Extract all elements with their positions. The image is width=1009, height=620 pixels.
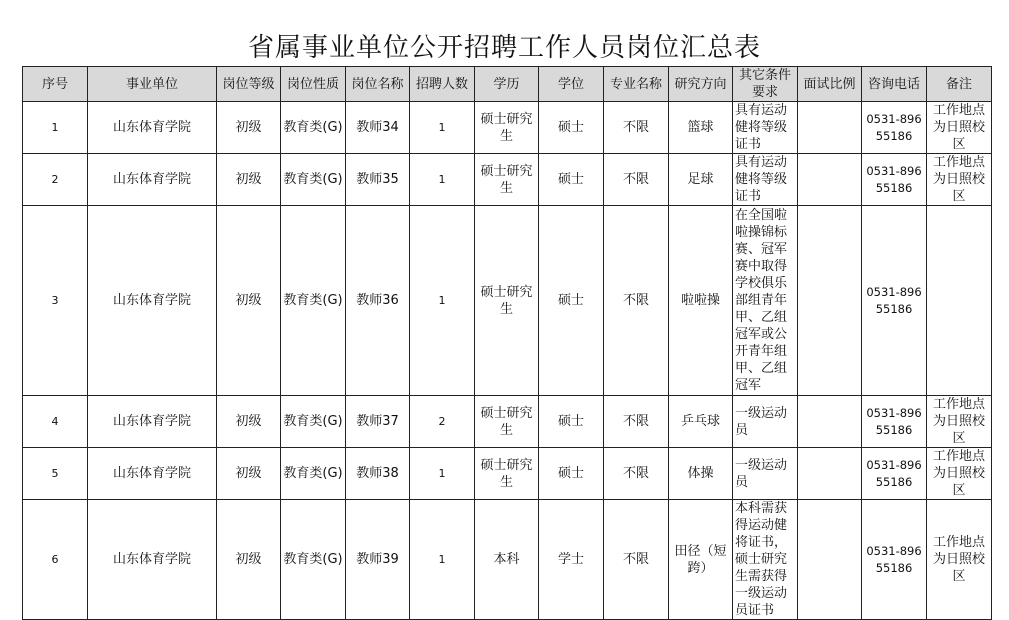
cell-count: 1 [410, 206, 475, 396]
cell-degree: 学士 [539, 500, 604, 620]
cell-count: 2 [410, 396, 475, 448]
cell-unit: 山东体育学院 [88, 206, 217, 396]
cell-phone: 0531-89655186 [862, 154, 927, 206]
cell-level: 初级 [217, 448, 281, 500]
cell-post: 教师36 [346, 206, 410, 396]
header-cell: 专业名称 [604, 67, 669, 102]
cell-direction: 体操 [669, 448, 733, 500]
cell-major: 不限 [604, 396, 669, 448]
cell-degree: 硕士 [539, 102, 604, 154]
cell-degree: 硕士 [539, 448, 604, 500]
header-cell: 其它条件要求 [733, 67, 798, 102]
cell-no: 3 [23, 206, 88, 396]
header-cell: 咨询电话 [862, 67, 927, 102]
cell-direction: 啦啦操 [669, 206, 733, 396]
header-cell: 招聘人数 [410, 67, 475, 102]
cell-direction: 乒乓球 [669, 396, 733, 448]
cell-nature: 教育类(G) [281, 206, 346, 396]
cell-nature: 教育类(G) [281, 102, 346, 154]
cell-unit: 山东体育学院 [88, 154, 217, 206]
cell-major: 不限 [604, 206, 669, 396]
cell-post: 教师38 [346, 448, 410, 500]
cell-post: 教师34 [346, 102, 410, 154]
table-row [23, 102, 992, 154]
cell-count: 1 [410, 448, 475, 500]
table-row [23, 206, 992, 396]
cell-edu: 本科 [475, 500, 539, 620]
cell-ratio [798, 448, 862, 500]
cell-level: 初级 [217, 206, 281, 396]
cell-no: 5 [23, 448, 88, 500]
cell-ratio [798, 154, 862, 206]
cell-nature: 教育类(G) [281, 154, 346, 206]
cell-unit: 山东体育学院 [88, 102, 217, 154]
table-row [23, 396, 992, 448]
cell-other: 具有运动健将等级证书 [733, 102, 798, 154]
cell-direction: 田径（短跨） [669, 500, 733, 620]
cell-other: 一级运动员 [733, 448, 798, 500]
cell-post: 教师35 [346, 154, 410, 206]
cell-nature: 教育类(G) [281, 448, 346, 500]
cell-count: 1 [410, 154, 475, 206]
cell-note: 工作地点为日照校区 [927, 396, 992, 448]
header-cell: 岗位性质 [281, 67, 346, 102]
cell-level: 初级 [217, 396, 281, 448]
cell-unit: 山东体育学院 [88, 500, 217, 620]
header-cell: 学历 [475, 67, 539, 102]
cell-direction: 篮球 [669, 102, 733, 154]
cell-major: 不限 [604, 448, 669, 500]
cell-post: 教师39 [346, 500, 410, 620]
cell-ratio [798, 500, 862, 620]
cell-nature: 教育类(G) [281, 500, 346, 620]
cell-note: 工作地点为日照校区 [927, 102, 992, 154]
cell-edu: 硕士研究生 [475, 396, 539, 448]
cell-other: 在全国啦啦操锦标赛、冠军赛中取得学校俱乐部组青年甲、乙组冠军或公开青年组甲、乙组冠军 [733, 206, 798, 396]
cell-count: 1 [410, 500, 475, 620]
cell-other: 具有运动健将等级证书 [733, 154, 798, 206]
cell-note: 工作地点为日照校区 [927, 154, 992, 206]
header-cell: 事业单位 [88, 67, 217, 102]
page-title: 省属事业单位公开招聘工作人员岗位汇总表 [247, 33, 761, 63]
header-cell: 序号 [23, 67, 88, 102]
table-row [23, 500, 992, 620]
cell-phone: 0531-89655186 [862, 500, 927, 620]
cell-ratio [798, 206, 862, 396]
cell-ratio [798, 102, 862, 154]
cell-post: 教师37 [346, 396, 410, 448]
header-cell: 学位 [539, 67, 604, 102]
cell-phone: 0531-89655186 [862, 448, 927, 500]
cell-major: 不限 [604, 154, 669, 206]
cell-level: 初级 [217, 500, 281, 620]
positions-table [22, 66, 992, 620]
cell-phone: 0531-89655186 [862, 102, 927, 154]
cell-unit: 山东体育学院 [88, 396, 217, 448]
cell-no: 6 [23, 500, 88, 620]
cell-nature: 教育类(G) [281, 396, 346, 448]
cell-unit: 山东体育学院 [88, 448, 217, 500]
cell-phone: 0531-89655186 [862, 396, 927, 448]
cell-edu: 硕士研究生 [475, 206, 539, 396]
cell-edu: 硕士研究生 [475, 448, 539, 500]
cell-no: 2 [23, 154, 88, 206]
table-row [23, 448, 992, 500]
cell-direction: 足球 [669, 154, 733, 206]
cell-edu: 硕士研究生 [475, 102, 539, 154]
cell-degree: 硕士 [539, 396, 604, 448]
header-cell: 研究方向 [669, 67, 733, 102]
cell-no: 4 [23, 396, 88, 448]
cell-phone: 0531-89655186 [862, 206, 927, 396]
header-cell: 面试比例 [798, 67, 862, 102]
header-cell: 岗位名称 [346, 67, 410, 102]
cell-major: 不限 [604, 500, 669, 620]
cell-note: 工作地点为日照校区 [927, 500, 992, 620]
header-cell: 备注 [927, 67, 992, 102]
cell-degree: 硕士 [539, 206, 604, 396]
cell-no: 1 [23, 102, 88, 154]
cell-other: 一级运动员 [733, 396, 798, 448]
cell-note [927, 206, 992, 396]
cell-note: 工作地点为日照校区 [927, 448, 992, 500]
cell-level: 初级 [217, 102, 281, 154]
cell-count: 1 [410, 102, 475, 154]
cell-ratio [798, 396, 862, 448]
cell-major: 不限 [604, 102, 669, 154]
cell-level: 初级 [217, 154, 281, 206]
cell-degree: 硕士 [539, 154, 604, 206]
header-cell: 岗位等级 [217, 67, 281, 102]
header-row [23, 67, 992, 102]
cell-other: 本科需获得运动健将证书，硕士研究生需获得一级运动员证书 [733, 500, 798, 620]
table-row [23, 154, 992, 206]
cell-edu: 硕士研究生 [475, 154, 539, 206]
